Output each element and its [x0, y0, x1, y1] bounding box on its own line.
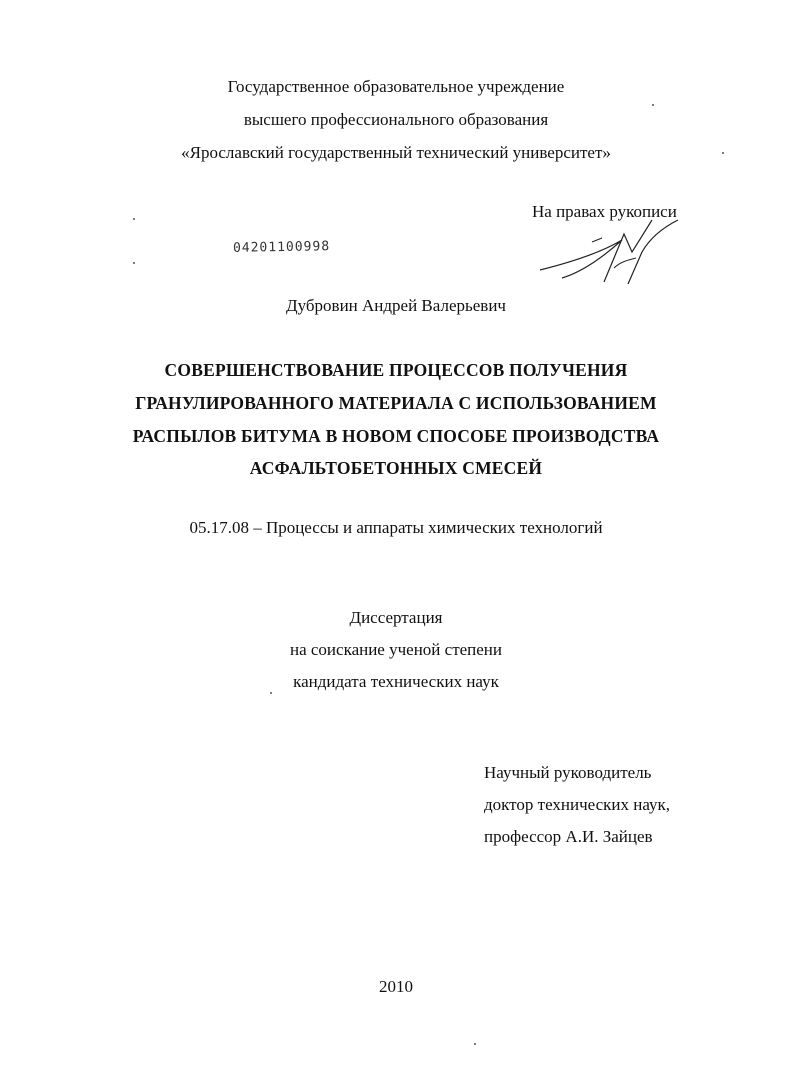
scan-speck: [133, 262, 135, 264]
title-line-2: ГРАНУЛИРОВАННОГО МАТЕРИАЛА С ИСПОЛЬЗОВАНИЕМ: [135, 393, 657, 413]
degree-line-1: на соискание ученой степени: [289, 640, 503, 659]
specialty-code: 05.17.08 – Процессы и аппараты химических технологий: [189, 518, 603, 537]
scan-speck: [722, 152, 724, 154]
institution-line-1: Государственное образовательное учреждение: [227, 77, 565, 96]
degree-line-2: кандидата технических наук: [293, 672, 499, 691]
title-line-3: РАСПЫЛОВ БИТУМА В НОВОМ СПОСОБЕ ПРОИЗВОДСТВА: [132, 426, 660, 446]
title-line-1: СОВЕРШЕНСТВОВАНИЕ ПРОЦЕССОВ ПОЛУЧЕНИЯ: [164, 360, 628, 380]
institution-line-2: высшего профессионального образования: [243, 110, 549, 129]
supervisor-degree: доктор технических наук,: [484, 795, 671, 814]
author-name: Дубровин Андрей Валерьевич: [286, 296, 506, 315]
institution-line-3: «Ярославский государственный технический университет»: [181, 143, 611, 162]
archive-stamp-number: 04201100998: [232, 239, 331, 256]
signature-icon: [532, 212, 682, 292]
supervisor-name: профессор А.И. Зайцев: [484, 827, 653, 846]
manuscript-note: На правах рукописи: [532, 202, 677, 221]
publication-year: 2010: [379, 977, 413, 996]
title-line-4: АСФАЛЬТОБЕТОННЫХ СМЕСЕЙ: [249, 458, 543, 478]
scan-speck: [270, 692, 272, 694]
scan-speck: [133, 218, 135, 220]
dissertation-label: Диссертация: [349, 608, 443, 627]
scan-speck: [474, 1043, 476, 1045]
supervisor-label: Научный руководитель: [484, 763, 652, 782]
scan-speck: [652, 104, 654, 106]
